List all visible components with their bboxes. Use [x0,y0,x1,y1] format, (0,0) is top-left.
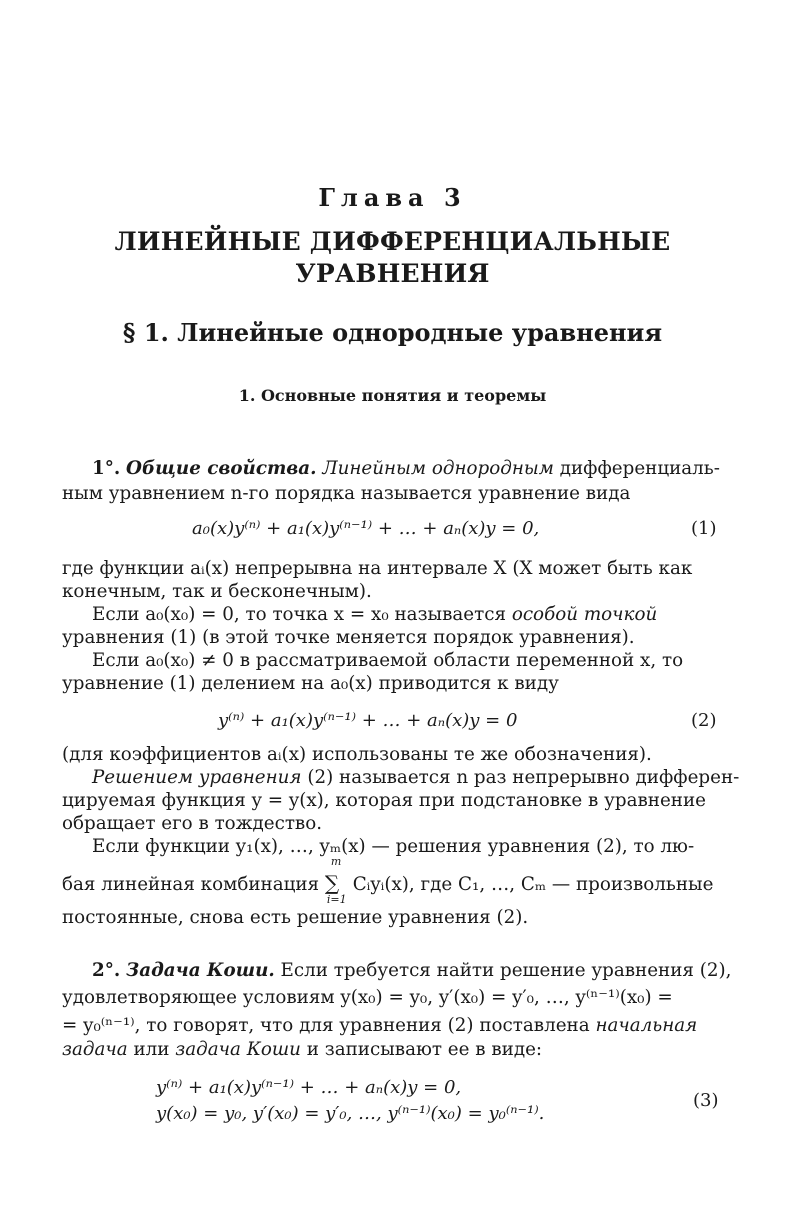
paragraph-number: 2°. [92,960,121,981]
defined-term: особой точкой [511,604,658,625]
chapter-title-line2: УРАВНЕНИЯ [295,259,490,288]
paragraph-6-line-1 [92,767,739,788]
text-span: бая линейная комбинация [62,874,320,895]
paragraph-6-line-2: цируемая функция y = y(x), которая при подстановке в уравнение [62,790,706,811]
chapter-title-line1: ЛИНЕЙНЫЕ ДИФФЕРЕНЦИАЛЬНЫЕ [114,227,671,256]
text-span: Если a₀(x₀) = 0, то точка x = x₀ называется [92,604,506,625]
equation-3-line-1: y⁽ⁿ⁾ + a₁(x)y⁽ⁿ⁻¹⁾ + … + aₙ(x)y = 0, [156,1077,462,1098]
equation-3-line-2: y(x₀) = y₀, y′(x₀) = y′₀, …, y⁽ⁿ⁻¹⁾(x₀) = y₀⁽ⁿ⁻¹⁾. [156,1103,545,1124]
text-span: Если требуется найти решение уравнения (2), [280,960,732,981]
paragraph-7-line-3: постоянные, снова есть решение уравнения (2). [62,907,529,928]
equation-2: y⁽ⁿ⁾ + a₁(x)y⁽ⁿ⁻¹⁾ + … + aₙ(x)y = 0 [218,710,518,731]
defined-term: начальная [595,1015,698,1036]
paragraph-3-line-1 [92,604,657,625]
section-heading: § 1. Линейные однородные уравнения [122,318,663,347]
text-span: дифференциаль- [559,458,720,479]
paragraph-7-line-1: Если функции y₁(x), …, yₘ(x) — решения уравнения (2), то лю- [92,836,695,857]
paragraph-3-line-2: уравнения (1) (в этой точке меняется порядок уравнения). [62,627,635,648]
paragraph-8-line-1 [92,960,731,981]
equation-2-number: (2) [691,710,717,731]
subsection-heading: 1. Основные понятия и теоремы [238,386,547,405]
sum-lower-limit: i=1 [326,893,347,906]
text-span: или [133,1039,170,1060]
chapter-title [0,226,785,290]
paragraph-6-line-3: обращает его в тождество. [62,813,323,834]
paragraph-2-line-2: конечным, так и бесконечным). [62,581,372,602]
paragraph-heading: Общие свойства. [126,458,317,479]
sum-operator [324,855,347,906]
equation-3-number: (3) [693,1090,719,1111]
paragraph-heading: Задача Коши. [126,960,275,981]
equation-1: a₀(x)y⁽ⁿ⁾ + a₁(x)y⁽ⁿ⁻¹⁾ + … + aₙ(x)y = 0, [192,518,540,539]
paragraph-2-line-1: где функции aᵢ(x) непрерывна на интервале X (X может быть как [62,558,693,579]
sum-sign: ∑ [324,871,340,895]
paragraph-5-line-1: (для коэффициентов aᵢ(x) использованы те же обозначения). [62,744,652,765]
text-span: и записывают ее в виде: [306,1039,543,1060]
paragraph-4-line-2: уравнение (1) делением на a₀(x) приводится к виду [62,673,559,694]
paragraph-1-line-2: ным уравнением n-го порядка называется уравнение вида [62,483,631,504]
paragraph-8-line-4 [62,1039,542,1060]
paragraph-4-line-1: Если a₀(x₀) ≠ 0 в рассматриваемой области переменной x, то [92,650,684,671]
paragraph-number: 1°. [92,458,121,479]
defined-term: Решением уравнения [92,767,302,788]
sum-upper-limit: m [330,855,342,868]
defined-term: Линейным однородным [322,458,554,479]
paragraph-7-line-2 [62,855,714,906]
paragraph-8-line-3 [62,1015,697,1036]
defined-term: задача [62,1039,128,1060]
equation-1-number: (1) [691,518,717,539]
paragraph-8-line-2: удовлетворяющее условиям y(x₀) = y₀, y′(x₀) = y′₀, …, y⁽ⁿ⁻¹⁾(x₀) = [62,987,673,1008]
paragraph-1-line-1 [92,458,720,479]
text-span: Cᵢyᵢ(x), где C₁, …, Cₘ — произвольные [352,874,714,895]
chapter-heading: Глава 3 [318,183,467,212]
text-span: = y₀⁽ⁿ⁻¹⁾, то говорят, что для уравнения (2) поставлена [62,1015,590,1036]
text-span: (2) называется n раз непрерывно дифферен- [307,767,740,788]
defined-term: задача Коши [175,1039,301,1060]
